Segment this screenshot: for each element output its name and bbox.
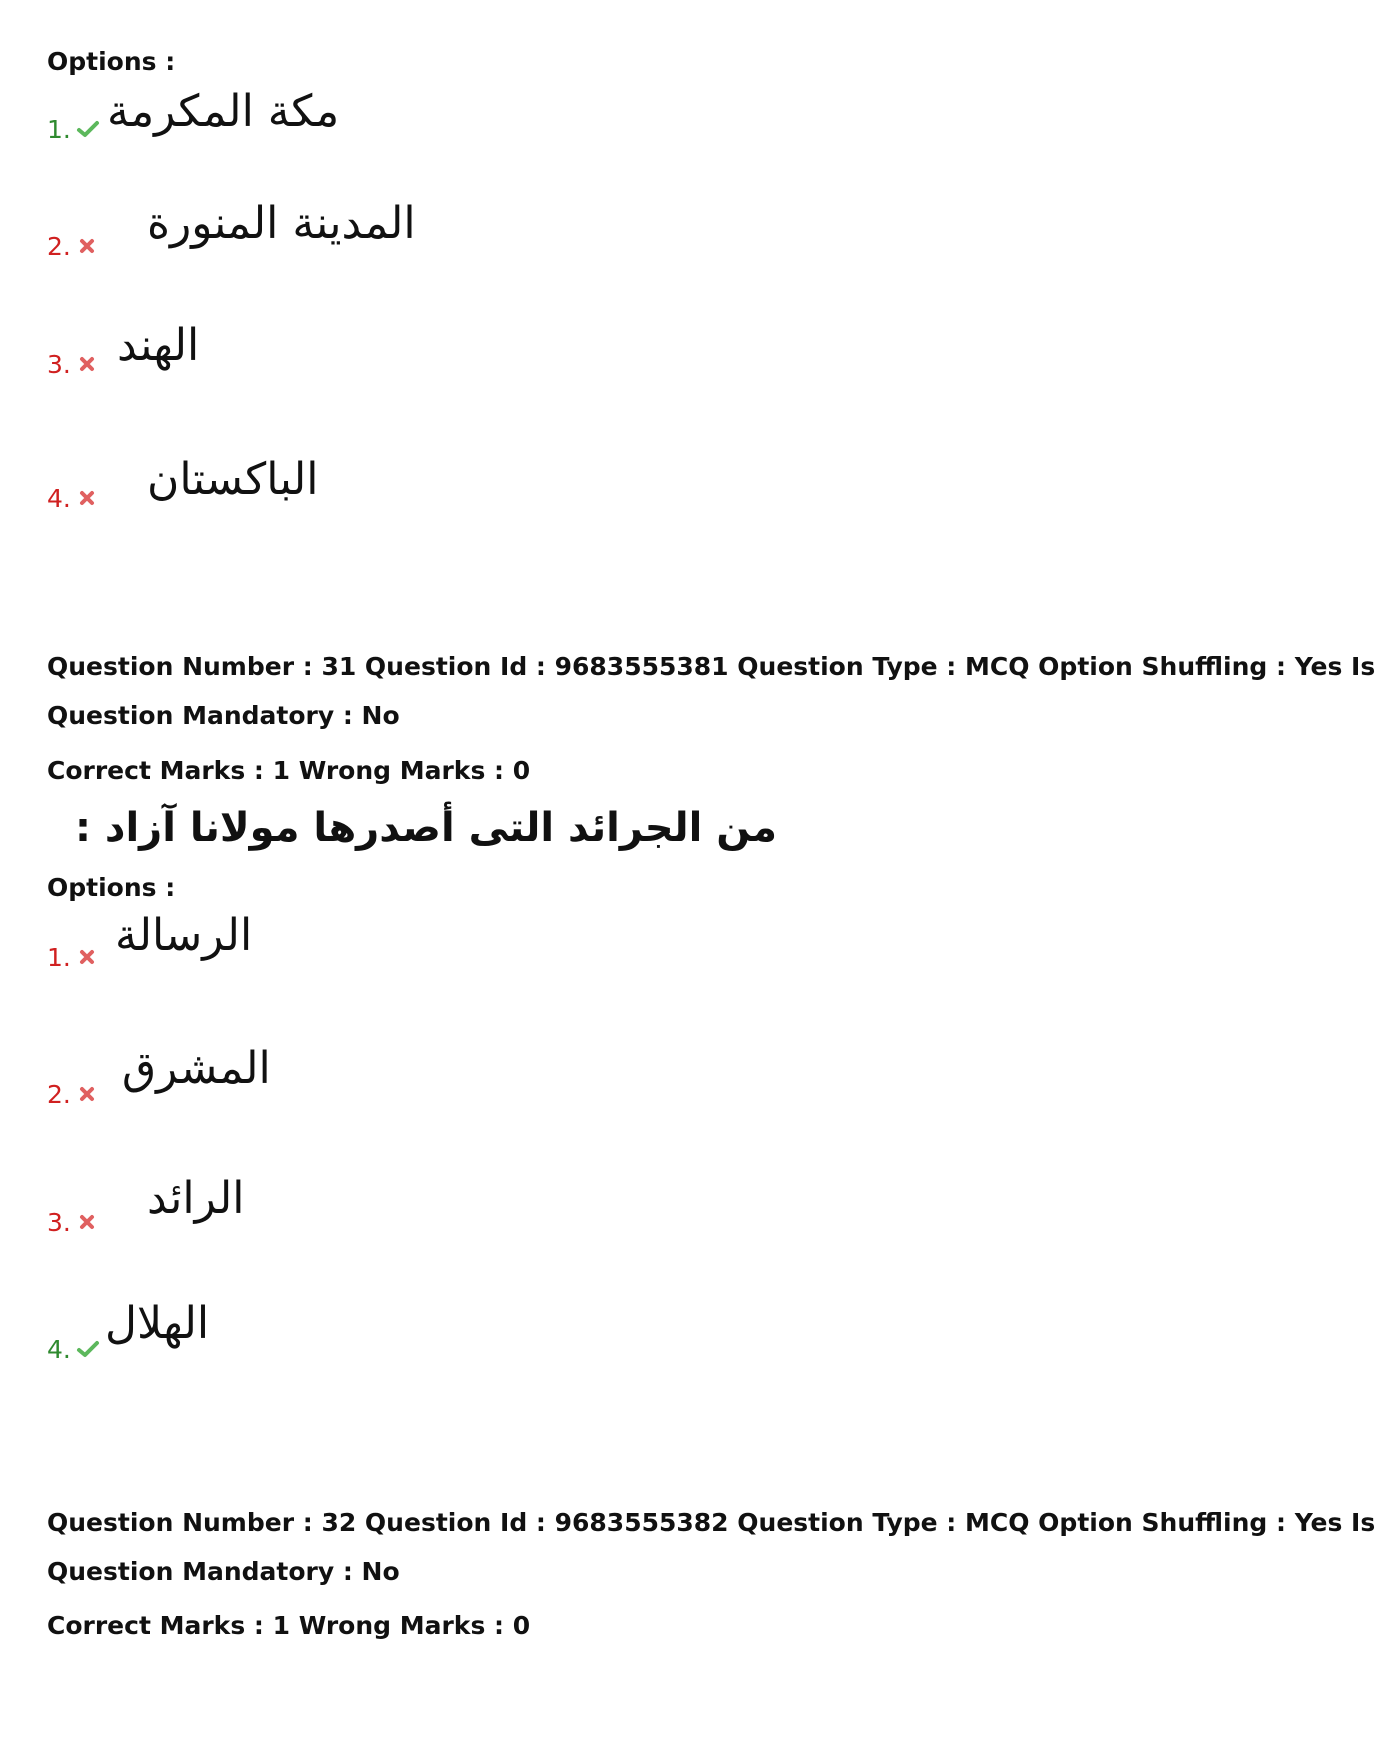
question-marks: Correct Marks : 1 Wrong Marks : 0 — [47, 1611, 531, 1640]
option-number: 3. — [47, 1208, 71, 1237]
question-marks: Correct Marks : 1 Wrong Marks : 0 — [47, 756, 531, 785]
cross-icon — [79, 949, 95, 965]
option-text: المشرق — [122, 1043, 271, 1094]
options-label: Options : — [47, 47, 176, 76]
option-number: 2. — [47, 232, 71, 261]
option-text: الرسالة — [115, 910, 253, 961]
check-icon — [77, 120, 99, 138]
option-text: الهلال — [105, 1298, 210, 1349]
options-label: Options : — [47, 873, 176, 902]
option-number: 4. — [47, 1335, 71, 1364]
option-number: 2. — [47, 1080, 71, 1109]
question-text: من الجرائد التى أصدرها مولانا آزاد : — [75, 805, 778, 851]
cross-icon — [79, 238, 95, 254]
option-text: المدينة المنورة — [147, 198, 416, 249]
option-number: 4. — [47, 484, 71, 513]
cross-icon — [79, 490, 95, 506]
question-meta: Question Number : 31 Question Id : 9683555381 Question Type : MCQ Option Shuffling : Yes Is — [47, 652, 1375, 681]
check-icon — [77, 1340, 99, 1358]
option-number: 3. — [47, 350, 71, 379]
option-number: 1. — [47, 943, 71, 972]
option-number: 1. — [47, 115, 71, 144]
option-text: الرائد — [147, 1173, 245, 1224]
cross-icon — [79, 356, 95, 372]
question-mandatory: Question Mandatory : No — [47, 1557, 400, 1586]
option-text: الهند — [117, 320, 200, 371]
question-meta: Question Number : 32 Question Id : 9683555382 Question Type : MCQ Option Shuffling : Yes Is — [47, 1508, 1375, 1537]
cross-icon — [79, 1086, 95, 1102]
cross-icon — [79, 1214, 95, 1230]
option-text: مكة المكرمة — [107, 86, 340, 137]
option-text: الباكستان — [147, 454, 319, 505]
question-mandatory: Question Mandatory : No — [47, 701, 400, 730]
